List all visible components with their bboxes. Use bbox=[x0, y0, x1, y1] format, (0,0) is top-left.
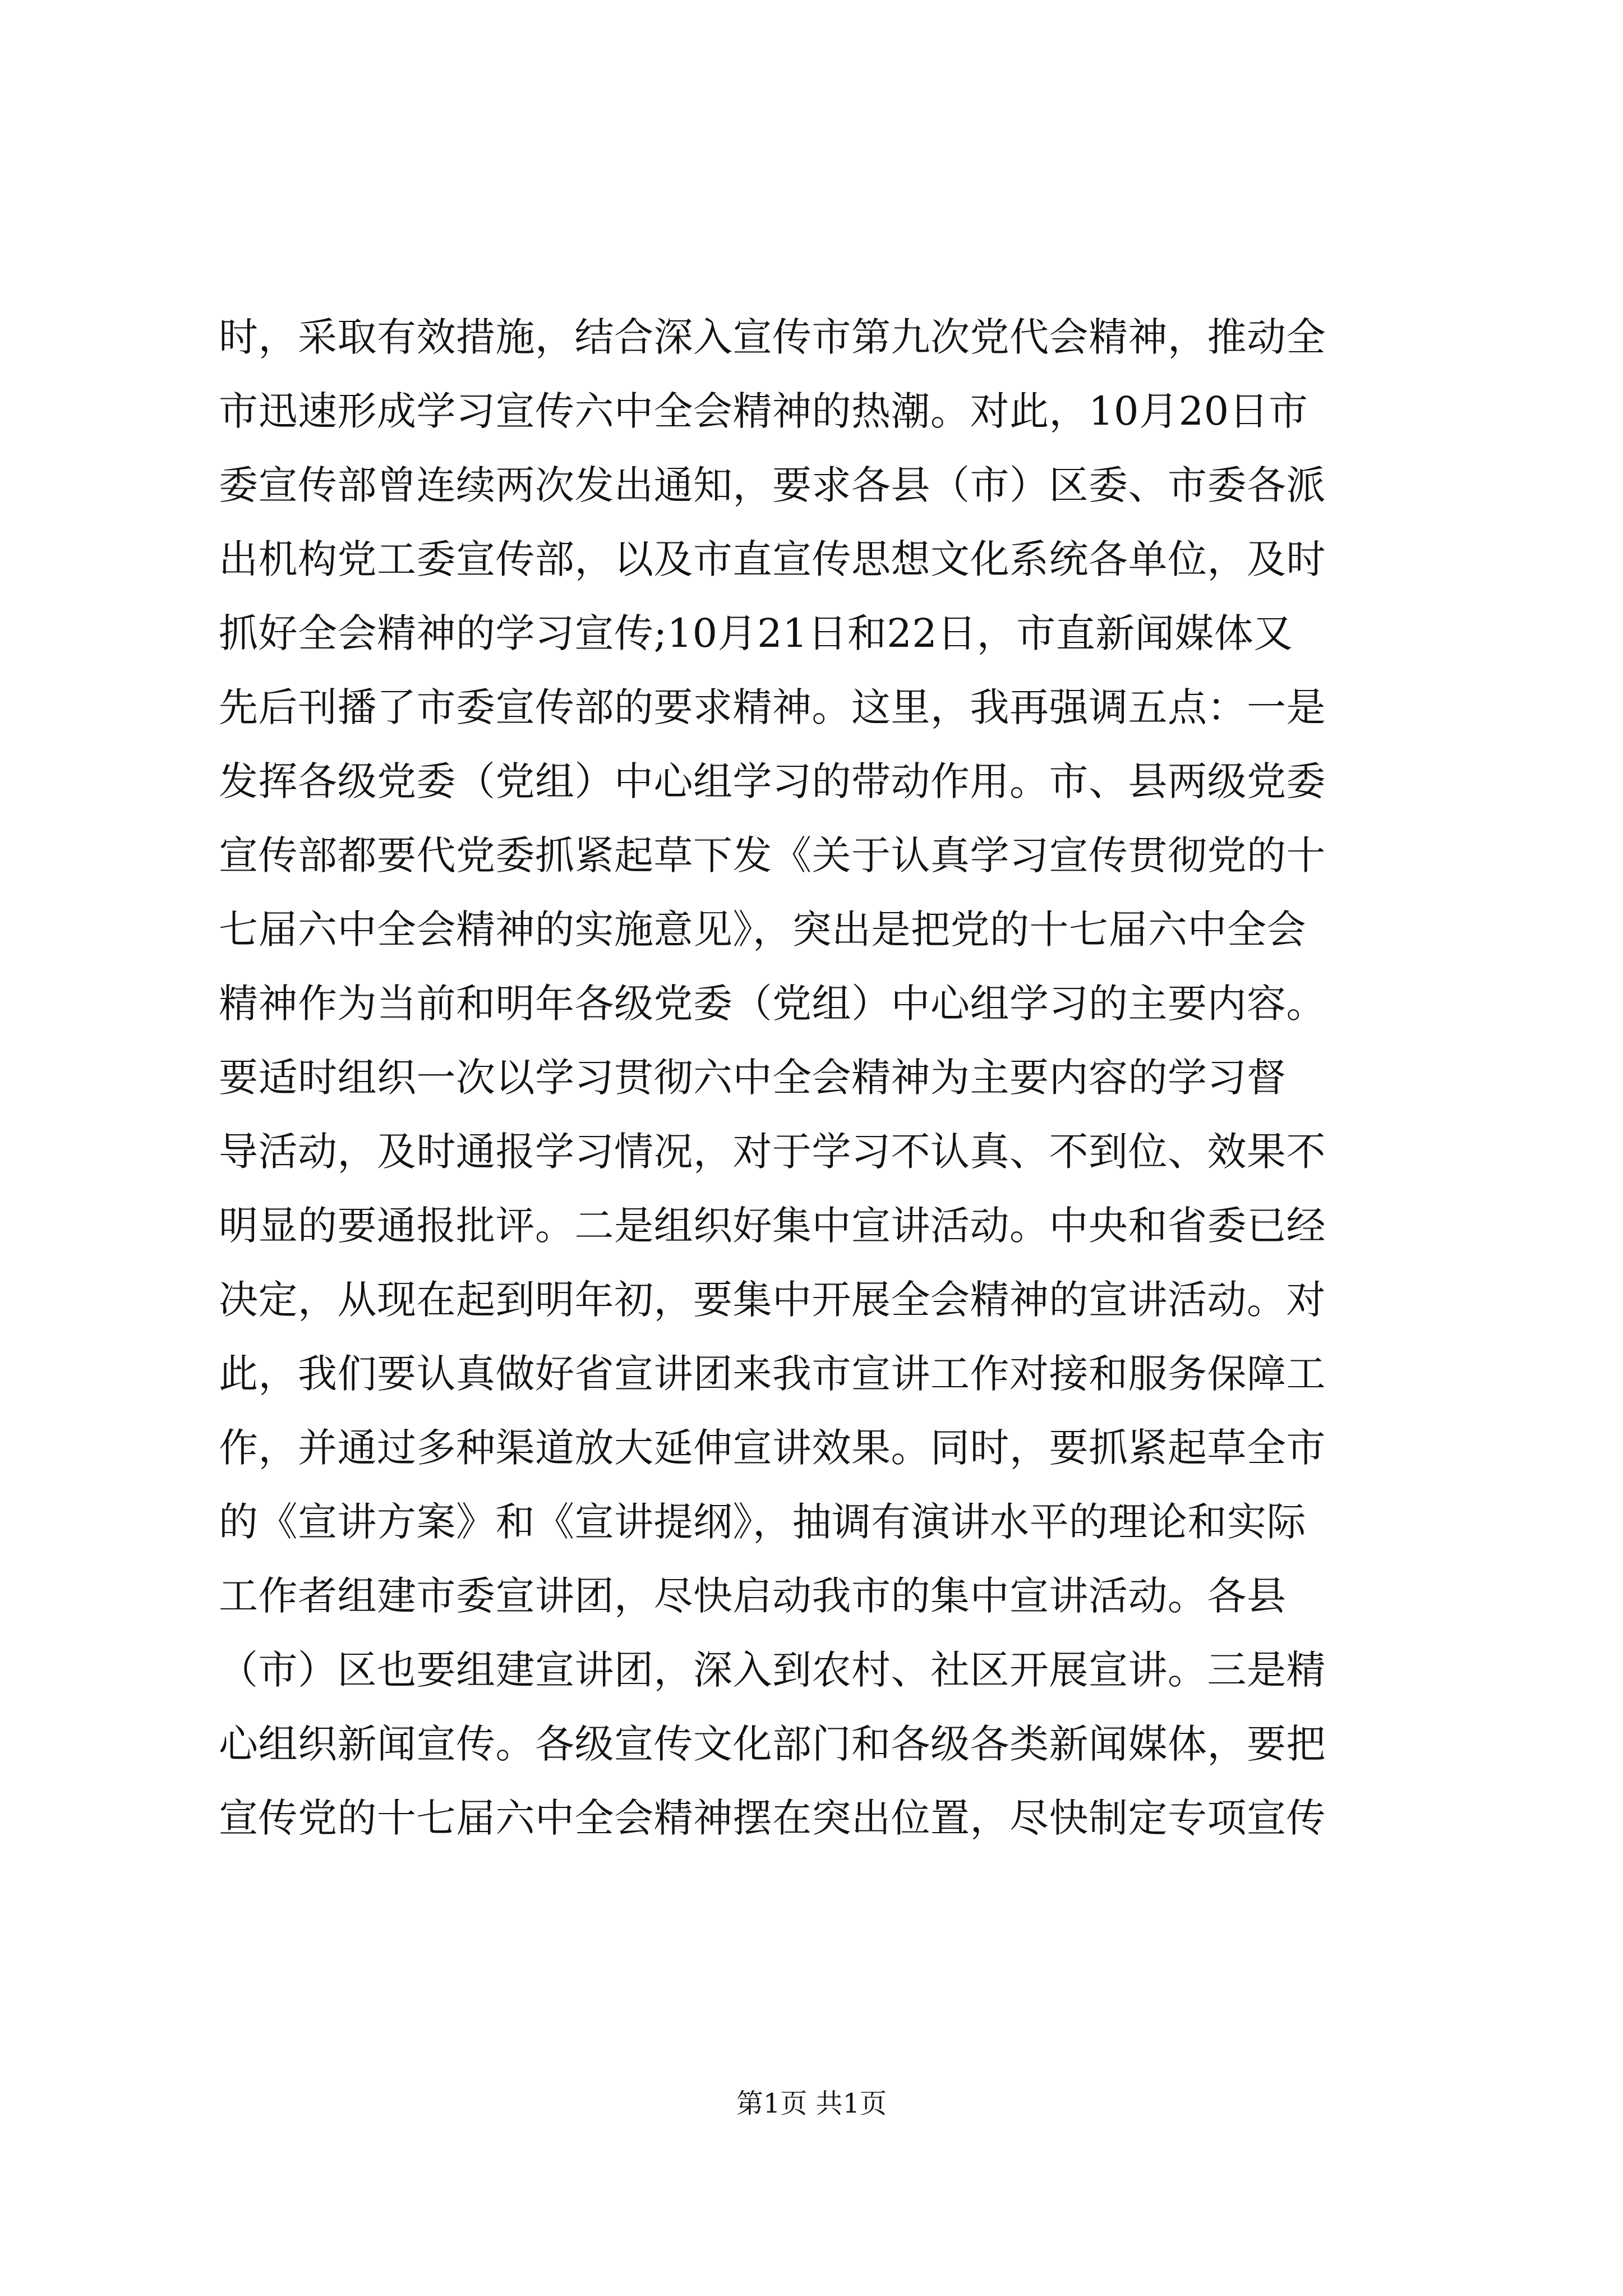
text-line: 此，我们要认真做好省宣讲团来我市宣讲工作对接和服务保障工 bbox=[219, 1351, 1326, 1397]
text-line: 时，采取有效措施，结合深入宣传市第九次党代会精神，推动全 bbox=[219, 314, 1326, 360]
page-footer bbox=[0, 2087, 1623, 2120]
text-line: （市）区也要组建宣讲团，深入到农村、社区开展宣讲。三是精 bbox=[219, 1647, 1326, 1693]
text-line: 出机构党工委宣传部，以及市直宣传思想文化系统各单位，及时 bbox=[219, 536, 1326, 582]
text-line: 工作者组建市委宣讲团，尽快启动我市的集中宣讲活动。各县 bbox=[219, 1573, 1287, 1619]
text-line: 决定，从现在起到明年初，要集中开展全会精神的宣讲活动。对 bbox=[219, 1277, 1326, 1323]
text-line: 导活动，及时通报学习情况，对于学习不认真、不到位、效果不 bbox=[219, 1129, 1326, 1175]
text-line: 委宣传部曾连续两次发出通知，要求各县（市）区委、市委各派 bbox=[219, 462, 1326, 508]
text-line: 的《宣讲方案》和《宣讲提纲》，抽调有演讲水平的理论和实际 bbox=[219, 1499, 1306, 1545]
text-line: 宣传党的十七届六中全会精神摆在突出位置，尽快制定专项宣传 bbox=[219, 1795, 1326, 1841]
text-line: 要适时组织一次以学习贯彻六中全会精神为主要内容的学习督 bbox=[219, 1055, 1287, 1101]
text-line: 明显的要通报批评。二是组织好集中宣讲活动。中央和省委已经 bbox=[219, 1203, 1326, 1249]
document-body bbox=[219, 300, 1419, 1855]
text-line: 七届六中全会精神的实施意见》，突出是把党的十七届六中全会 bbox=[219, 907, 1306, 953]
text-line: 市迅速形成学习宣传六中全会精神的热潮。对此，10月20日市 bbox=[219, 388, 1308, 434]
text-line: 先后刊播了市委宣传部的要求精神。这里，我再强调五点：一是 bbox=[219, 684, 1326, 730]
text-line: 心组织新闻宣传。各级宣传文化部门和各级各类新闻媒体，要把 bbox=[219, 1721, 1326, 1767]
page-number-label: 第1页 共1页 bbox=[736, 2088, 887, 2119]
text-line: 发挥各级党委（党组）中心组学习的带动作用。市、县两级党委 bbox=[219, 758, 1326, 804]
text-line: 抓好全会精神的学习宣传;10月21日和22日，市直新闻媒体又 bbox=[219, 610, 1293, 656]
text-line: 宣传部都要代党委抓紧起草下发《关于认真学习宣传贯彻党的十 bbox=[219, 832, 1326, 878]
text-line: 作，并通过多种渠道放大延伸宣讲效果。同时，要抓紧起草全市 bbox=[219, 1425, 1326, 1471]
text-line: 精神作为当前和明年各级党委（党组）中心组学习的主要内容。 bbox=[219, 981, 1326, 1027]
